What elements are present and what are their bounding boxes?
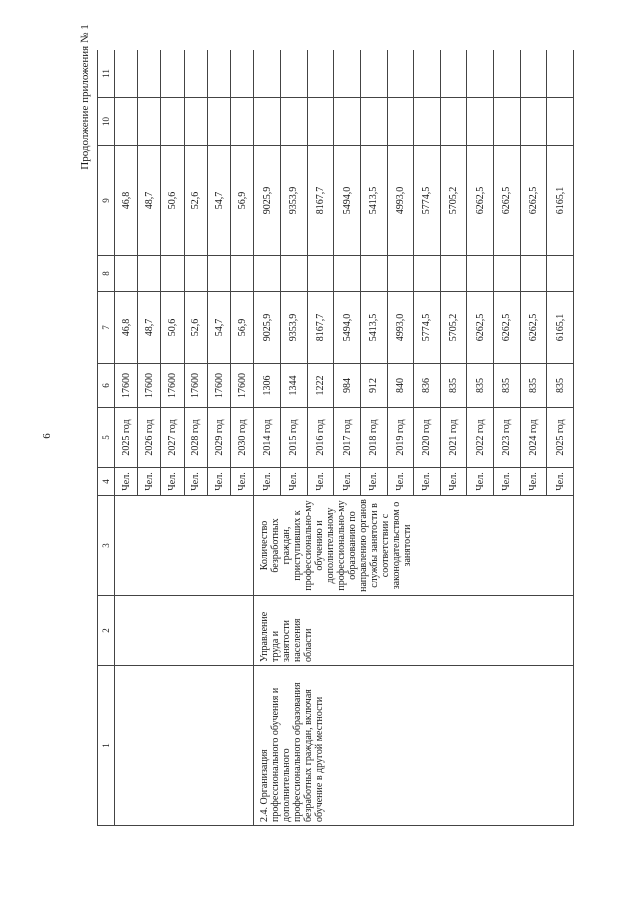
amount-cell: 6262,5 <box>494 292 521 364</box>
col11-cell <box>115 50 138 98</box>
amount-cell: 9353,9 <box>281 292 308 364</box>
amount-cell: 6262,5 <box>467 292 494 364</box>
unit-cell: Чел. <box>520 468 547 496</box>
column-number-11: 11 <box>98 50 115 98</box>
col10-cell <box>494 98 521 146</box>
table-row <box>115 50 138 826</box>
budget-cell: 52,6 <box>184 146 207 256</box>
plan-value-cell: 17600 <box>138 364 161 408</box>
col10-cell <box>115 98 138 146</box>
continuation-label: Продолжение приложения № 1 <box>79 24 91 170</box>
budget-cell: 46,8 <box>115 146 138 256</box>
column-number-4: 4 <box>98 468 115 496</box>
budget-cell: 56,9 <box>231 146 254 256</box>
year-cell: 2016 год <box>307 408 334 468</box>
col10-cell <box>231 98 254 146</box>
unit-cell: Чел. <box>494 468 521 496</box>
year-cell: 2026 год <box>138 408 161 468</box>
col11-cell <box>494 50 521 98</box>
budget-cell: 5705,2 <box>440 146 467 256</box>
amount-cell: 6262,5 <box>520 292 547 364</box>
plan-value-cell: 840 <box>387 364 414 408</box>
unit-cell: Чел. <box>334 468 361 496</box>
col11-cell <box>254 50 281 98</box>
amount-cell: 9025,9 <box>254 292 281 364</box>
col8-cell <box>207 256 230 292</box>
year-cell: 2022 год <box>467 408 494 468</box>
table-row <box>254 50 281 826</box>
col8-cell <box>231 256 254 292</box>
rotated-table-container <box>97 50 574 826</box>
col10-cell <box>360 98 387 146</box>
col8-cell <box>307 256 334 292</box>
executor-cell: Управление труда и занятости населения области <box>254 596 574 666</box>
plan-value-cell: 835 <box>467 364 494 408</box>
budget-cell: 8167,7 <box>307 146 334 256</box>
indicator-cell: Количество безработных граждан, приступивших к профессионально-му обучению и дополнительному профессионально-му образованию по направлению органов службы занятости в соответствии с законодательством о занятости <box>254 496 574 596</box>
year-cell: 2030 год <box>231 408 254 468</box>
col10-cell <box>387 98 414 146</box>
table-body <box>98 50 574 826</box>
col10-cell <box>184 98 207 146</box>
col8-cell <box>547 256 574 292</box>
year-cell: 2019 год <box>387 408 414 468</box>
col10-cell <box>334 98 361 146</box>
col10-cell <box>414 98 441 146</box>
col11-cell <box>440 50 467 98</box>
budget-cell: 50,6 <box>161 146 184 256</box>
col10-cell <box>307 98 334 146</box>
amount-cell: 5413,5 <box>360 292 387 364</box>
year-cell: 2025 год <box>547 408 574 468</box>
col8-cell <box>387 256 414 292</box>
amount-cell: 48,7 <box>138 292 161 364</box>
unit-cell: Чел. <box>360 468 387 496</box>
col11-cell <box>334 50 361 98</box>
col8-cell <box>281 256 308 292</box>
amount-cell: 5494,0 <box>334 292 361 364</box>
budget-cell: 9025,9 <box>254 146 281 256</box>
col8-cell <box>467 256 494 292</box>
year-cell: 2021 год <box>440 408 467 468</box>
year-cell: 2027 год <box>161 408 184 468</box>
year-cell: 2015 год <box>281 408 308 468</box>
col11-cell <box>467 50 494 98</box>
col10-cell <box>138 98 161 146</box>
col8-cell <box>360 256 387 292</box>
budget-cell: 9353,9 <box>281 146 308 256</box>
col11-cell <box>138 50 161 98</box>
plan-value-cell: 835 <box>494 364 521 408</box>
col8-cell <box>138 256 161 292</box>
plan-value-cell: 17600 <box>231 364 254 408</box>
col8-cell <box>440 256 467 292</box>
col8-cell <box>494 256 521 292</box>
indicator-cell-empty <box>115 496 254 596</box>
col10-cell <box>161 98 184 146</box>
unit-cell: Чел. <box>440 468 467 496</box>
col8-cell <box>184 256 207 292</box>
measure-cell: 2.4. Организация профессионального обучения и дополнительного профессионального образования безработных граждан, включая обучение в другой местности <box>254 666 574 826</box>
amount-cell: 52,6 <box>184 292 207 364</box>
col8-cell <box>520 256 547 292</box>
plan-value-cell: 912 <box>360 364 387 408</box>
plan-value-cell: 17600 <box>115 364 138 408</box>
col11-cell <box>184 50 207 98</box>
budget-cell: 5774,5 <box>414 146 441 256</box>
unit-cell: Чел. <box>138 468 161 496</box>
plan-value-cell: 836 <box>414 364 441 408</box>
col11-cell <box>414 50 441 98</box>
budget-cell: 5413,5 <box>360 146 387 256</box>
year-cell: 2025 год <box>115 408 138 468</box>
column-number-1: 1 <box>98 666 115 826</box>
col11-cell <box>520 50 547 98</box>
column-number-5: 5 <box>98 408 115 468</box>
plan-value-cell: 835 <box>520 364 547 408</box>
amount-cell: 54,7 <box>207 292 230 364</box>
budget-cell: 6165,1 <box>547 146 574 256</box>
column-number-6: 6 <box>98 364 115 408</box>
col11-cell <box>360 50 387 98</box>
col10-cell <box>281 98 308 146</box>
amount-cell: 46,8 <box>115 292 138 364</box>
budget-cell: 54,7 <box>207 146 230 256</box>
column-number-10: 10 <box>98 98 115 146</box>
budget-cell: 6262,5 <box>520 146 547 256</box>
year-cell: 2014 год <box>254 408 281 468</box>
plan-value-cell: 17600 <box>184 364 207 408</box>
plan-value-cell: 17600 <box>207 364 230 408</box>
unit-cell: Чел. <box>207 468 230 496</box>
page-number: 6 <box>41 433 53 439</box>
col11-cell <box>281 50 308 98</box>
budget-cell: 5494,0 <box>334 146 361 256</box>
year-cell: 2018 год <box>360 408 387 468</box>
col11-cell <box>547 50 574 98</box>
column-number-8: 8 <box>98 256 115 292</box>
col10-cell <box>207 98 230 146</box>
col11-cell <box>161 50 184 98</box>
col8-cell <box>115 256 138 292</box>
year-cell: 2023 год <box>494 408 521 468</box>
amount-cell: 56,9 <box>231 292 254 364</box>
budget-cell: 6262,5 <box>494 146 521 256</box>
plan-value-cell: 835 <box>440 364 467 408</box>
unit-cell: Чел. <box>184 468 207 496</box>
col11-cell <box>307 50 334 98</box>
col11-cell <box>387 50 414 98</box>
plan-value-cell: 17600 <box>161 364 184 408</box>
column-number-7: 7 <box>98 292 115 364</box>
column-number-9: 9 <box>98 146 115 256</box>
col8-cell <box>334 256 361 292</box>
amount-cell: 6165,1 <box>547 292 574 364</box>
unit-cell: Чел. <box>254 468 281 496</box>
column-number-2: 2 <box>98 596 115 666</box>
plan-value-cell: 1306 <box>254 364 281 408</box>
budget-cell: 4993,0 <box>387 146 414 256</box>
unit-cell: Чел. <box>281 468 308 496</box>
col10-cell <box>254 98 281 146</box>
unit-cell: Чел. <box>547 468 574 496</box>
executor-cell-empty <box>115 596 254 666</box>
col10-cell <box>547 98 574 146</box>
col10-cell <box>467 98 494 146</box>
amount-cell: 5705,2 <box>440 292 467 364</box>
measure-cell-empty <box>115 666 254 826</box>
unit-cell: Чел. <box>414 468 441 496</box>
column-number-3: 3 <box>98 496 115 596</box>
header-row <box>98 50 115 826</box>
col8-cell <box>161 256 184 292</box>
plan-value-cell: 984 <box>334 364 361 408</box>
budget-cell: 6262,5 <box>467 146 494 256</box>
budget-cell: 48,7 <box>138 146 161 256</box>
unit-cell: Чел. <box>387 468 414 496</box>
data-table <box>97 50 574 826</box>
col11-cell <box>231 50 254 98</box>
unit-cell: Чел. <box>115 468 138 496</box>
year-cell: 2017 год <box>334 408 361 468</box>
unit-cell: Чел. <box>231 468 254 496</box>
col10-cell <box>440 98 467 146</box>
unit-cell: Чел. <box>467 468 494 496</box>
table-wrapper <box>97 50 574 826</box>
col8-cell <box>254 256 281 292</box>
year-cell: 2029 год <box>207 408 230 468</box>
unit-cell: Чел. <box>161 468 184 496</box>
col8-cell <box>414 256 441 292</box>
plan-value-cell: 835 <box>547 364 574 408</box>
year-cell: 2020 год <box>414 408 441 468</box>
amount-cell: 5774,5 <box>414 292 441 364</box>
amount-cell: 4993,0 <box>387 292 414 364</box>
unit-cell: Чел. <box>307 468 334 496</box>
year-cell: 2024 год <box>520 408 547 468</box>
year-cell: 2028 год <box>184 408 207 468</box>
amount-cell: 8167,7 <box>307 292 334 364</box>
amount-cell: 50,6 <box>161 292 184 364</box>
col11-cell <box>207 50 230 98</box>
plan-value-cell: 1344 <box>281 364 308 408</box>
plan-value-cell: 1222 <box>307 364 334 408</box>
col10-cell <box>520 98 547 146</box>
